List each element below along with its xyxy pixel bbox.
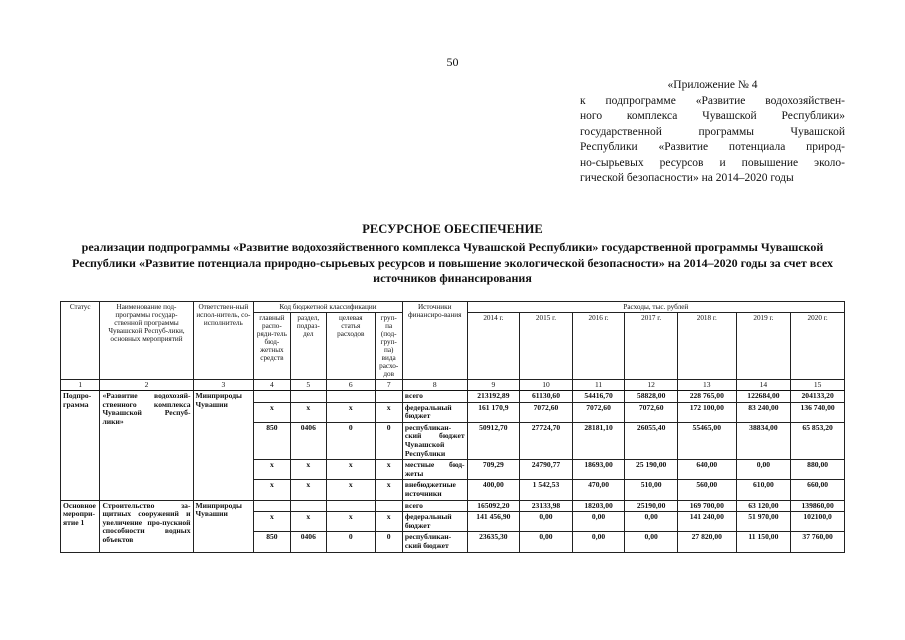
budget-code-cell: 0: [375, 422, 402, 459]
header-budget-code: Код бюджетной классификации: [254, 302, 403, 313]
budget-code-cell: x: [327, 512, 376, 532]
expense-value: 1 542,53: [520, 480, 573, 500]
header-year: 2014 г.: [467, 313, 520, 380]
expense-value: 27724,70: [520, 422, 573, 459]
column-number: 6: [327, 380, 376, 391]
row-executor: Минприроды Чувашии: [193, 500, 254, 552]
column-number: 5: [290, 380, 326, 391]
funding-source: республикан-ский бюджет Чувашской Республики: [402, 422, 467, 459]
expense-value: 204133,20: [791, 391, 845, 403]
budget-code-cell: 0406: [290, 532, 326, 552]
budget-code-cell: x: [254, 460, 290, 480]
expense-value: 400,00: [467, 480, 520, 500]
budget-code-cell: 0: [327, 422, 376, 459]
expense-value: 0,00: [625, 532, 678, 552]
annex-line: ного комплекса Чувашской Республики»: [580, 110, 845, 122]
header-year: 2019 г.: [736, 313, 791, 380]
header-executor: Ответствен-ный испол-нитель, со-исполнитель: [193, 302, 254, 380]
expense-value: 7072,60: [572, 402, 625, 422]
column-number: 4: [254, 380, 290, 391]
column-number: 15: [791, 380, 845, 391]
column-number: 9: [467, 380, 520, 391]
expense-value: 139860,00: [791, 500, 845, 512]
header-group: груп-па (под-груп-па) вида расхо-дов: [375, 313, 402, 380]
column-number: 12: [625, 380, 678, 391]
annex-line: к подпрограмме «Развитие водохозяйствен-: [580, 94, 845, 107]
annex-line: государственной программы Чувашской: [580, 125, 845, 138]
budget-code-cell: x: [290, 460, 326, 480]
budget-code-cell: x: [290, 480, 326, 500]
funding-source: федеральный бюджет: [402, 402, 467, 422]
column-number: 8: [402, 380, 467, 391]
expense-value: 640,00: [677, 460, 736, 480]
budget-code-cell: x: [290, 402, 326, 422]
header-grbs: главный распо-ряди-тель бюд-жетных средств: [254, 313, 290, 380]
expense-value: 24790,77: [520, 460, 573, 480]
expense-value: 141 240,00: [677, 512, 736, 532]
expense-value: 28181,10: [572, 422, 625, 459]
header-status: Статус: [61, 302, 100, 380]
expense-value: 23635,30: [467, 532, 520, 552]
header-target: целевая статья расходов: [327, 313, 376, 380]
budget-code-cell: x: [327, 402, 376, 422]
table-row: [61, 500, 845, 512]
expense-value: 510,00: [625, 480, 678, 500]
budget-code-cell: [375, 500, 402, 512]
expense-value: 11 150,00: [736, 532, 791, 552]
expense-value: 880,00: [791, 460, 845, 480]
funding-source: федеральный бюджет: [402, 512, 467, 532]
expense-value: 37 760,00: [791, 532, 845, 552]
budget-code-cell: 0406: [290, 422, 326, 459]
page-number: 50: [446, 55, 459, 69]
expense-value: 51 970,00: [736, 512, 791, 532]
row-status: Подпро-грамма: [61, 391, 100, 501]
annex-line: «Приложение № 4: [667, 79, 758, 91]
expense-value: 7072,60: [625, 402, 678, 422]
expense-value: 172 100,00: [677, 402, 736, 422]
column-number-row: [61, 380, 845, 391]
budget-code-cell: [290, 391, 326, 403]
expense-value: 25 190,00: [625, 460, 678, 480]
expense-value: 58828,00: [625, 391, 678, 403]
budget-code-cell: [254, 391, 290, 403]
expense-value: 63 120,00: [736, 500, 791, 512]
expense-value: 0,00: [520, 512, 573, 532]
expense-value: 0,00: [572, 532, 625, 552]
column-number: 13: [677, 380, 736, 391]
funding-source: внебюджетные источники: [402, 480, 467, 500]
budget-code-cell: [290, 500, 326, 512]
header-year: 2016 г.: [572, 313, 625, 380]
annex-block: [580, 78, 845, 187]
row-executor: Минприроды Чувашии: [193, 391, 254, 501]
header-year: 2017 г.: [625, 313, 678, 380]
header-expenses: Расходы, тыс. рублей: [467, 302, 844, 313]
budget-code-cell: x: [327, 460, 376, 480]
expense-value: 54416,70: [572, 391, 625, 403]
expense-value: 213192,89: [467, 391, 520, 403]
expense-value: 26055,40: [625, 422, 678, 459]
expense-value: 122684,00: [736, 391, 791, 403]
expense-value: 0,00: [625, 512, 678, 532]
column-number: 11: [572, 380, 625, 391]
budget-code-cell: [254, 500, 290, 512]
header-year: 2020 г.: [791, 313, 845, 380]
budget-code-cell: x: [375, 402, 402, 422]
budget-code-cell: x: [375, 480, 402, 500]
column-number: 1: [61, 380, 100, 391]
expense-value: 23133,98: [520, 500, 573, 512]
expense-value: 560,00: [677, 480, 736, 500]
expense-value: 161 170,9: [467, 402, 520, 422]
document-title: РЕСУРСНОЕ ОБЕСПЕЧЕНИЕ: [362, 222, 543, 236]
expense-value: 55465,00: [677, 422, 736, 459]
expense-value: 228 765,00: [677, 391, 736, 403]
expense-value: 0,00: [572, 512, 625, 532]
funding-source: республикан-ский бюджет: [402, 532, 467, 552]
column-number: 14: [736, 380, 791, 391]
expense-value: 18693,00: [572, 460, 625, 480]
column-number: 2: [100, 380, 193, 391]
header-source: Источники финансиро-вания: [402, 302, 467, 380]
row-name: Строительство за-щитных сооружений и увеличение про-пускной способности водных объектов: [100, 500, 193, 552]
header-year: 2018 г.: [677, 313, 736, 380]
budget-code-cell: 0: [375, 532, 402, 552]
budget-code-cell: x: [375, 512, 402, 532]
budget-code-cell: [375, 391, 402, 403]
annex-line: но-сырьевых ресурсов и повышение эколо-: [580, 156, 845, 169]
expense-value: 7072,60: [520, 402, 573, 422]
column-number: 3: [193, 380, 254, 391]
expense-value: 102100,0: [791, 512, 845, 532]
expense-value: 18203,00: [572, 500, 625, 512]
column-number: 10: [520, 380, 573, 391]
budget-code-cell: 850: [254, 422, 290, 459]
expense-value: 50912,70: [467, 422, 520, 459]
funding-source: местные бюд-жеты: [402, 460, 467, 480]
funding-source: всего: [402, 391, 467, 403]
table-row: [61, 391, 845, 403]
header-year: 2015 г.: [520, 313, 573, 380]
budget-code-cell: [327, 500, 376, 512]
budget-code-cell: x: [254, 512, 290, 532]
budget-code-cell: x: [254, 480, 290, 500]
expense-value: 0,00: [736, 460, 791, 480]
budget-code-cell: x: [290, 512, 326, 532]
expense-value: 136 740,00: [791, 402, 845, 422]
budget-code-cell: [327, 391, 376, 403]
row-status: Основное меропри-ятие 1: [61, 500, 100, 552]
expense-value: 61130,60: [520, 391, 573, 403]
expense-value: 27 820,00: [677, 532, 736, 552]
expense-value: 65 853,20: [791, 422, 845, 459]
document-subtitle: реализации подпрограммы «Развитие водохозяйственного комплекса Чувашской Республики» государственной программы Чувашской Республики «Развитие потенциала природно-сырьевых ресурсов и повышение экологической безопасности» на 2014–2020 годы за счет всех источников финансирования: [72, 240, 833, 285]
budget-code-cell: 850: [254, 532, 290, 552]
budget-code-cell: x: [254, 402, 290, 422]
budget-code-cell: 0: [327, 532, 376, 552]
header-section: раздел, подраз-дел: [290, 313, 326, 380]
budget-code-cell: x: [327, 480, 376, 500]
expense-value: 610,00: [736, 480, 791, 500]
expense-value: 141 456,90: [467, 512, 520, 532]
expense-value: 25190,00: [625, 500, 678, 512]
header-name: Наименование под-программы государ-ственной программы Чувашской Респуб-лики, основных мероприятий: [100, 302, 193, 380]
resource-table: [60, 301, 845, 553]
expense-value: 38834,00: [736, 422, 791, 459]
annex-line: Республики «Развитие потенциала природ-: [580, 141, 845, 153]
expense-value: 470,00: [572, 480, 625, 500]
row-name: «Развитие водохозяй-ственного комплекса Чувашской Респуб-лики»: [100, 391, 193, 501]
expense-value: 709,29: [467, 460, 520, 480]
expense-value: 660,00: [791, 480, 845, 500]
funding-source: всего: [402, 500, 467, 512]
budget-code-cell: x: [375, 460, 402, 480]
annex-line: гической безопасности» на 2014–2020 годы: [580, 172, 794, 184]
column-number: 7: [375, 380, 402, 391]
expense-value: 0,00: [520, 532, 573, 552]
expense-value: 83 240,00: [736, 402, 791, 422]
expense-value: 165092,20: [467, 500, 520, 512]
expense-value: 169 700,00: [677, 500, 736, 512]
